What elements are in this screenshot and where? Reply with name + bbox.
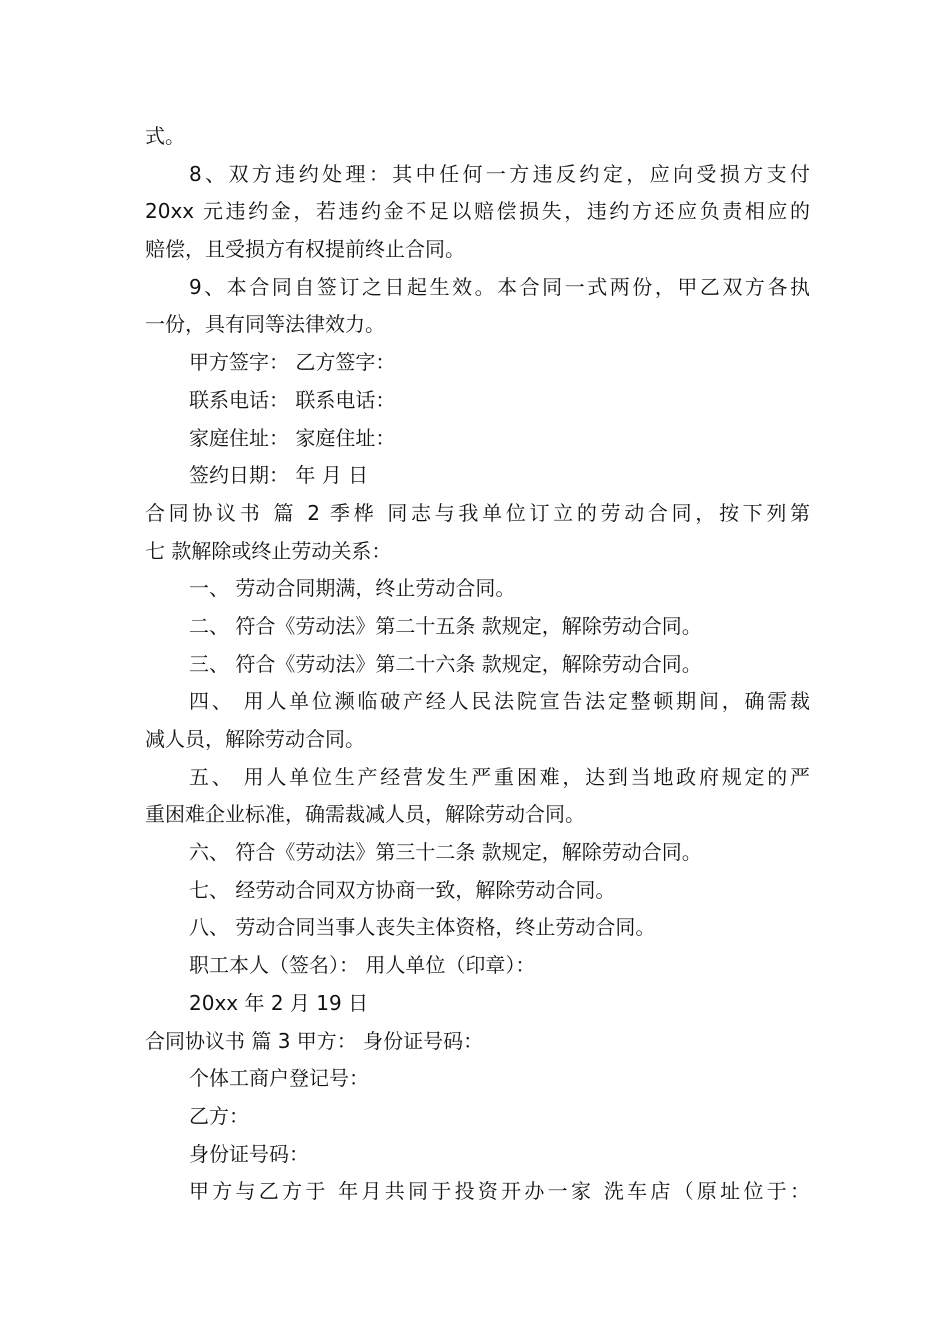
- item-5-line-1: 五、 用人单位生产经营发生严重困难，达到当地政府规定的严: [189, 764, 810, 789]
- party-b-line: 乙方：: [189, 1103, 249, 1128]
- item-1: 一、 劳动合同期满，终止劳动合同。: [189, 576, 516, 601]
- item-2: 二、 符合《劳动法》第二十五条 款规定，解除劳动合同。: [189, 613, 702, 638]
- clause-8-line-2: 20xx 元违约金，若违约金不足以赔偿损失，违约方还应负责相应的: [145, 199, 810, 224]
- signature-line: 甲方签字： 乙方签字：: [189, 350, 396, 375]
- item-4-line-1: 四、 用人单位濒临破产经人民法院宣告法定整顿期间，确需裁: [189, 689, 810, 714]
- sign-date-line: 签约日期： 年 月 日: [189, 463, 369, 488]
- section-2-heading: 合同协议书 篇 2 季桦 同志与我单位订立的劳动合同，按下列第: [145, 500, 810, 525]
- business-registration-line: 个体工商户登记号：: [189, 1066, 369, 1091]
- section-3-heading: 合同协议书 篇 3 甲方： 身份证号码：: [145, 1028, 484, 1053]
- clause-9-line-2: 一份，具有同等法律效力。: [145, 312, 385, 337]
- item-8: 八、 劳动合同当事人丧失主体资格，终止劳动合同。: [189, 915, 656, 940]
- item-4-line-2: 减人员，解除劳动合同。: [145, 727, 365, 751]
- phone-line: 联系电话： 联系电话：: [189, 387, 396, 412]
- document-body: [145, 118, 810, 1211]
- item-6: 六、 符合《劳动法》第三十二条 款规定，解除劳动合同。: [189, 840, 702, 865]
- section-2-line-2: 七 款解除或终止劳动关系：: [145, 538, 392, 563]
- date-line: 20xx 年 2 月 19 日: [189, 990, 369, 1015]
- text-line: 式。: [145, 124, 185, 148]
- car-wash-line: 甲方与乙方于 年月共同于投资开办一家 洗车店（原址位于：: [189, 1179, 810, 1204]
- id-number-line: 身份证号码：: [189, 1141, 309, 1166]
- item-3: 三、 符合《劳动法》第二十六条 款规定，解除劳动合同。: [189, 651, 702, 676]
- employee-signature-line: 职工本人（签名）： 用人单位（印章）：: [189, 953, 536, 978]
- clause-9-line-1: 9、本合同自签订之日起生效。本合同一式两份，甲乙双方各执: [189, 274, 810, 299]
- address-line: 家庭住址： 家庭住址：: [189, 425, 396, 450]
- clause-8-line-1: 8、双方违约处理：其中任何一方违反约定，应向受损方支付: [189, 161, 810, 186]
- item-7: 七、 经劳动合同双方协商一致，解除劳动合同。: [189, 877, 616, 902]
- clause-8-line-3: 赔偿，且受损方有权提前终止合同。: [145, 237, 465, 262]
- item-5-line-2: 重困难企业标准，确需裁减人员，解除劳动合同。: [145, 802, 585, 827]
